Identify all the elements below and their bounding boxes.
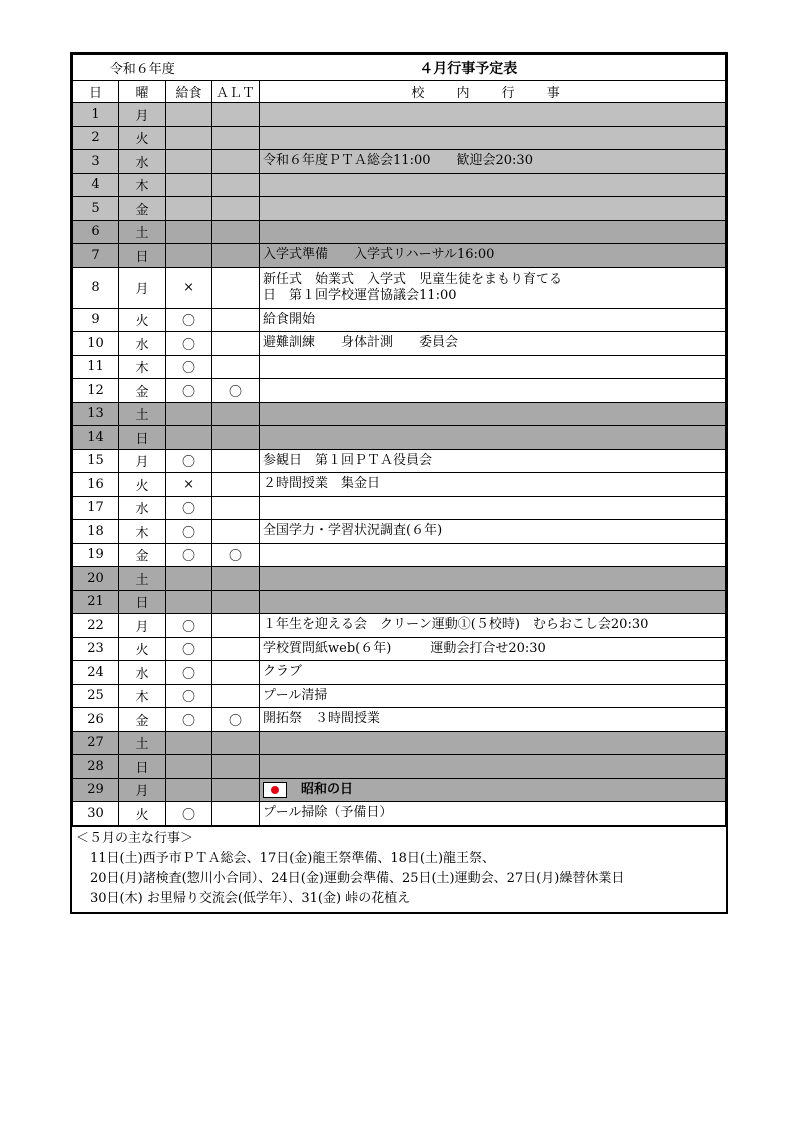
day-cell: 11: [73, 355, 119, 379]
lunch-cell: [166, 103, 212, 127]
lunch-cell: 〇: [166, 637, 212, 661]
events-cell: [260, 473, 726, 497]
day-cell: 7: [73, 244, 119, 268]
alt-cell: [212, 197, 260, 221]
alt-cell: [212, 802, 260, 826]
events-cell: [260, 197, 726, 221]
title-row: [73, 55, 726, 81]
events-cell: [260, 755, 726, 779]
alt-cell: [212, 755, 260, 779]
events-cell: [260, 496, 726, 520]
events-cell: [260, 802, 726, 826]
column-header-alt: ＡＬＴ: [212, 81, 260, 103]
alt-cell: [212, 684, 260, 708]
day-cell: 26: [73, 708, 119, 732]
alt-cell: 〇: [212, 543, 260, 567]
lunch-cell: [166, 126, 212, 150]
lunch-cell: 〇: [166, 708, 212, 732]
schedule-row: [73, 173, 726, 197]
schedule-row: [73, 778, 726, 802]
weekday-cell: 水: [119, 332, 166, 356]
schedule-row: [73, 426, 726, 450]
alt-cell: [212, 220, 260, 244]
alt-cell: [212, 731, 260, 755]
events-cell: [260, 220, 726, 244]
day-cell: 20: [73, 567, 119, 591]
alt-cell: [212, 103, 260, 127]
alt-cell: [212, 308, 260, 332]
lunch-cell: 〇: [166, 379, 212, 403]
event-text: 避難訓練 身体計測 委員会: [263, 335, 459, 351]
events-cell: [260, 426, 726, 450]
schedule-row: [73, 332, 726, 356]
weekday-cell: 日: [119, 244, 166, 268]
column-header-weekday: 曜: [119, 81, 166, 103]
events-cell: [260, 708, 726, 732]
weekday-cell: 月: [119, 267, 166, 308]
schedule-row: [73, 614, 726, 638]
may-events-heading: ＜５月の主な行事＞: [76, 830, 194, 846]
day-cell: 13: [73, 402, 119, 426]
weekday-cell: 木: [119, 684, 166, 708]
column-header-lunch: 給食: [166, 81, 212, 103]
event-text: 給食開始: [263, 311, 316, 327]
alt-cell: [212, 520, 260, 544]
lunch-cell: 〇: [166, 543, 212, 567]
schedule-row: [73, 520, 726, 544]
schedule-table: [72, 54, 726, 826]
weekday-cell: 木: [119, 520, 166, 544]
may-events-line: 11日(土)西予市ＰＴＡ総会、17日(金)龍王祭準備、18日(土)龍王祭、: [90, 850, 496, 866]
events-cell: [260, 567, 726, 591]
alt-cell: [212, 778, 260, 802]
event-text: プール掃除（予備日）: [263, 805, 393, 821]
weekday-cell: 日: [119, 755, 166, 779]
day-cell: 16: [73, 473, 119, 497]
events-cell: [260, 126, 726, 150]
day-cell: 22: [73, 614, 119, 638]
weekday-cell: 土: [119, 220, 166, 244]
day-cell: 10: [73, 332, 119, 356]
weekday-cell: 火: [119, 308, 166, 332]
weekday-cell: 土: [119, 731, 166, 755]
schedule-row: [73, 473, 726, 497]
may-events-section: [72, 826, 726, 912]
lunch-cell: [166, 244, 212, 268]
events-cell: [260, 173, 726, 197]
weekday-cell: 月: [119, 614, 166, 638]
day-cell: 27: [73, 731, 119, 755]
weekday-cell: 金: [119, 543, 166, 567]
schedule-row: [73, 590, 726, 614]
alt-cell: [212, 473, 260, 497]
event-text: 学校質問紙web(６年) 運動会打合せ20:30: [263, 640, 546, 656]
schedule-row: [73, 308, 726, 332]
alt-cell: [212, 590, 260, 614]
weekday-cell: 月: [119, 449, 166, 473]
schedule-row: [73, 402, 726, 426]
events-cell: [260, 402, 726, 426]
schedule-row: [73, 802, 726, 826]
event-text: 日 第１回学校運営協議会11:00: [263, 287, 457, 303]
schedule-row: [73, 567, 726, 591]
may-events-line: 20日(月)諸検査(惣川小合同）、24日(金)運動会準備、25日(土)運動会、27日(月)繰替休業日: [90, 870, 625, 886]
lunch-cell: 〇: [166, 332, 212, 356]
events-cell: [260, 267, 726, 308]
day-cell: 8: [73, 267, 119, 308]
alt-cell: 〇: [212, 708, 260, 732]
weekday-cell: 火: [119, 473, 166, 497]
event-text: 新任式 始業式 入学式 児童生徒をまもり育てる: [263, 271, 563, 287]
weekday-cell: 火: [119, 802, 166, 826]
day-cell: 6: [73, 220, 119, 244]
day-cell: 9: [73, 308, 119, 332]
events-cell: [260, 449, 726, 473]
alt-cell: [212, 332, 260, 356]
alt-cell: 〇: [212, 379, 260, 403]
event-text: クラブ: [263, 664, 303, 680]
day-cell: 3: [73, 150, 119, 174]
weekday-cell: 金: [119, 708, 166, 732]
schedule-row: [73, 267, 726, 308]
lunch-cell: 〇: [166, 661, 212, 685]
event-text: 入学式準備 入学式リハーサル16:00: [263, 247, 495, 263]
day-cell: 4: [73, 173, 119, 197]
alt-cell: [212, 402, 260, 426]
may-events-line: 30日(木) お里帰り交流会(低学年）、31(金) 峠の花植え: [90, 890, 411, 906]
schedule-row: [73, 449, 726, 473]
schedule-row: [73, 684, 726, 708]
weekday-cell: 月: [119, 103, 166, 127]
schedule-row: [73, 755, 726, 779]
schedule-row: [73, 126, 726, 150]
page-title: ４月行事予定表: [212, 55, 726, 81]
weekday-cell: 火: [119, 637, 166, 661]
alt-cell: [212, 614, 260, 638]
schedule-row: [73, 708, 726, 732]
event-text: ２時間授業 集金日: [263, 476, 381, 492]
alt-cell: [212, 244, 260, 268]
lunch-cell: 〇: [166, 355, 212, 379]
schedule-row: [73, 661, 726, 685]
day-cell: 2: [73, 126, 119, 150]
schedule-row: [73, 637, 726, 661]
event-text: １年生を迎える会 クリーン運動①(５校時) むらおこし会20:30: [263, 617, 649, 633]
day-cell: 29: [73, 778, 119, 802]
alt-cell: [212, 355, 260, 379]
day-cell: 15: [73, 449, 119, 473]
schedule-row: [73, 496, 726, 520]
schedule-sheet: [70, 52, 728, 914]
weekday-cell: 日: [119, 590, 166, 614]
lunch-cell: [166, 426, 212, 450]
lunch-cell: [166, 150, 212, 174]
day-cell: 12: [73, 379, 119, 403]
column-header-day: 日: [73, 81, 119, 103]
events-cell: [260, 614, 726, 638]
schedule-row: [73, 197, 726, 221]
schedule-row: [73, 355, 726, 379]
day-cell: 21: [73, 590, 119, 614]
lunch-cell: 〇: [166, 449, 212, 473]
weekday-cell: 水: [119, 661, 166, 685]
alt-cell: [212, 567, 260, 591]
lunch-cell: 〇: [166, 520, 212, 544]
schedule-row: [73, 543, 726, 567]
event-text: 参観日 第１回ＰＴＡ役員会: [263, 452, 433, 468]
schedule-row: [73, 103, 726, 127]
alt-cell: [212, 150, 260, 174]
event-text: 令和６年度ＰＴＡ総会11:00 歓迎会20:30: [263, 153, 533, 169]
japanese-flag-icon: [263, 782, 287, 798]
fiscal-year-label: 令和６年度: [73, 55, 212, 81]
day-cell: 1: [73, 103, 119, 127]
lunch-cell: ×: [166, 473, 212, 497]
schedule-row: [73, 244, 726, 268]
lunch-cell: [166, 567, 212, 591]
event-text: プール清掃: [263, 687, 328, 703]
weekday-cell: 木: [119, 173, 166, 197]
events-cell: [260, 355, 726, 379]
alt-cell: [212, 496, 260, 520]
lunch-cell: 〇: [166, 496, 212, 520]
lunch-cell: [166, 173, 212, 197]
day-cell: 30: [73, 802, 119, 826]
lunch-cell: [166, 731, 212, 755]
day-cell: 17: [73, 496, 119, 520]
weekday-cell: 月: [119, 778, 166, 802]
event-text: 開拓祭 ３時間授業: [263, 711, 381, 727]
weekday-cell: 土: [119, 567, 166, 591]
column-header-events: 校 内 行 事: [260, 81, 726, 103]
lunch-cell: 〇: [166, 614, 212, 638]
events-cell: [260, 379, 726, 403]
weekday-cell: 水: [119, 150, 166, 174]
weekday-cell: 金: [119, 379, 166, 403]
lunch-cell: [166, 590, 212, 614]
events-cell: [260, 731, 726, 755]
weekday-cell: 火: [119, 126, 166, 150]
weekday-cell: 金: [119, 197, 166, 221]
lunch-cell: 〇: [166, 802, 212, 826]
lunch-cell: 〇: [166, 308, 212, 332]
weekday-cell: 木: [119, 355, 166, 379]
holiday-name: 昭和の日: [301, 781, 354, 797]
events-cell: [260, 520, 726, 544]
lunch-cell: [166, 755, 212, 779]
events-cell: [260, 244, 726, 268]
lunch-cell: [166, 220, 212, 244]
events-cell: [260, 332, 726, 356]
weekday-cell: 土: [119, 402, 166, 426]
schedule-row: [73, 150, 726, 174]
alt-cell: [212, 426, 260, 450]
events-cell: [260, 778, 726, 802]
alt-cell: [212, 173, 260, 197]
day-cell: 23: [73, 637, 119, 661]
alt-cell: [212, 449, 260, 473]
events-cell: [260, 590, 726, 614]
day-cell: 28: [73, 755, 119, 779]
weekday-cell: 日: [119, 426, 166, 450]
events-cell: [260, 684, 726, 708]
alt-cell: [212, 661, 260, 685]
events-cell: [260, 637, 726, 661]
events-cell: [260, 543, 726, 567]
events-cell: [260, 103, 726, 127]
lunch-cell: ×: [166, 267, 212, 308]
lunch-cell: [166, 402, 212, 426]
day-cell: 18: [73, 520, 119, 544]
day-cell: 14: [73, 426, 119, 450]
events-cell: [260, 661, 726, 685]
weekday-cell: 水: [119, 496, 166, 520]
events-cell: [260, 150, 726, 174]
day-cell: 24: [73, 661, 119, 685]
column-header-row: [73, 81, 726, 103]
lunch-cell: [166, 778, 212, 802]
event-text: 全国学力・学習状況調査(６年): [263, 523, 443, 539]
lunch-cell: [166, 197, 212, 221]
day-cell: 25: [73, 684, 119, 708]
alt-cell: [212, 637, 260, 661]
day-cell: 5: [73, 197, 119, 221]
schedule-row: [73, 731, 726, 755]
alt-cell: [212, 267, 260, 308]
alt-cell: [212, 126, 260, 150]
day-cell: 19: [73, 543, 119, 567]
events-cell: [260, 308, 726, 332]
schedule-row: [73, 220, 726, 244]
lunch-cell: 〇: [166, 684, 212, 708]
schedule-row: [73, 379, 726, 403]
